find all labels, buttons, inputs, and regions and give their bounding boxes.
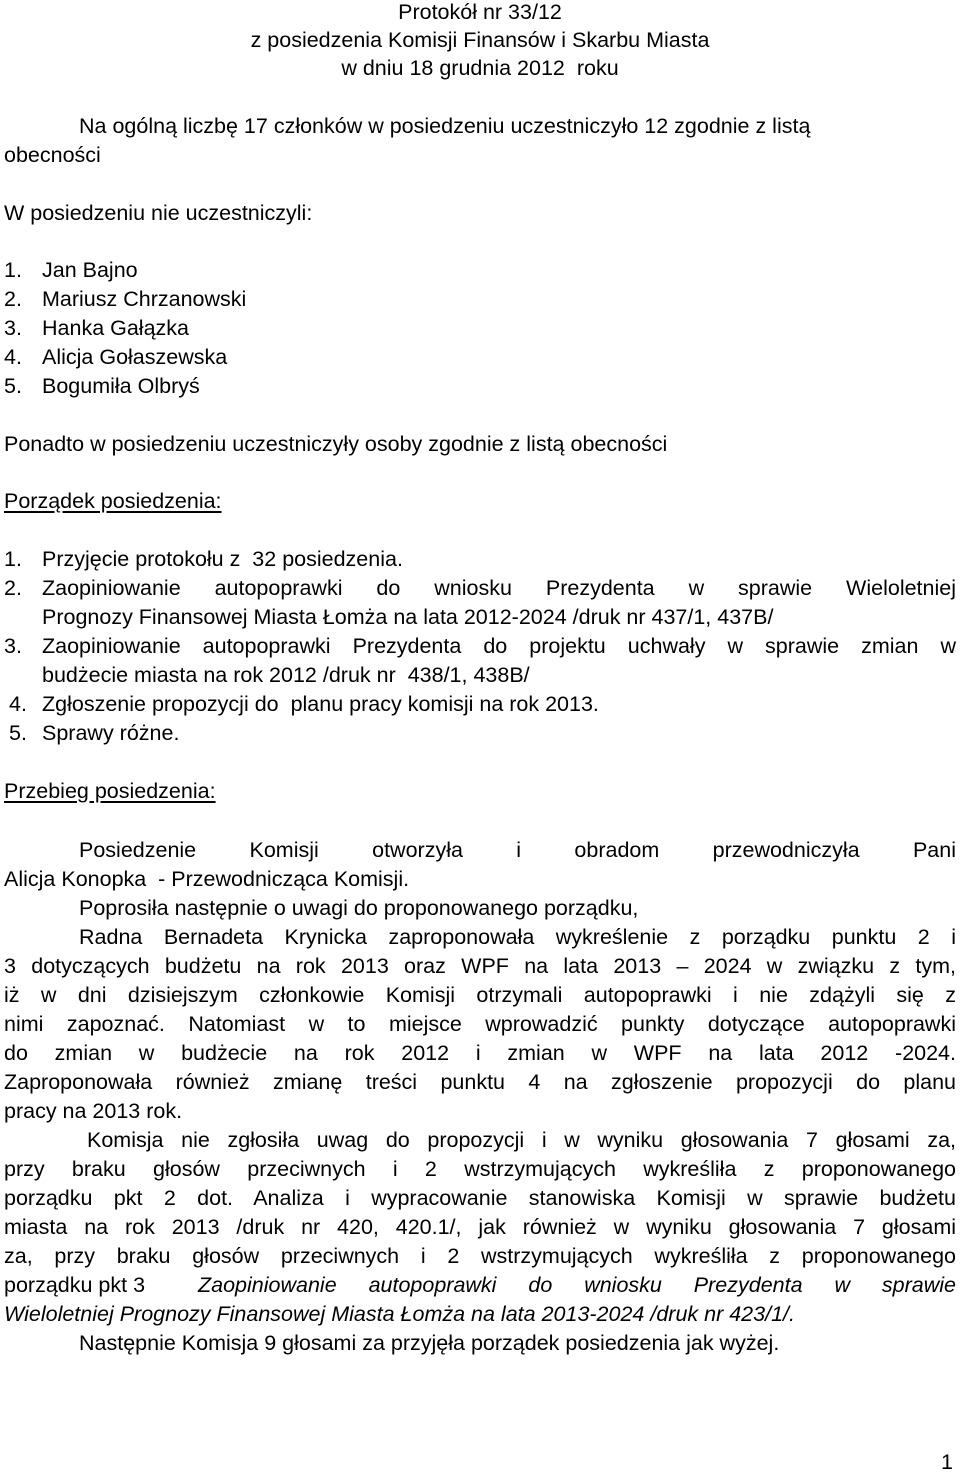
document-date: w dniu 18 grudnia 2012 roku: [341, 56, 619, 80]
list-item: Mariusz Chrzanowski: [42, 287, 247, 311]
document-title: Protokół nr 33/12: [398, 0, 562, 24]
attendance-line-1: Na ogólną liczbę 17 członków w posiedzeniu uczestniczyło 12 zgodnie z listą: [79, 114, 811, 138]
list-item-number: 1.: [4, 258, 22, 282]
list-item: Alicja Gołaszewska: [42, 345, 228, 369]
list-item: Zgłoszenie propozycji do planu pracy komisji na rok 2013.: [42, 692, 599, 716]
paragraph-line: pracy na 2013 rok.: [4, 1099, 183, 1123]
attendance-line-2: obecności: [4, 143, 101, 167]
list-item: Hanka Gałązka: [42, 316, 189, 340]
list-item-number: 3.: [4, 634, 22, 658]
list-item-number: 5.: [9, 721, 27, 745]
proceedings-heading: Przebieg posiedzenia:: [4, 779, 216, 803]
agenda-heading: Porządek posiedzenia:: [4, 489, 222, 513]
paragraph-line: Radna Bernadeta Krynicka zaproponowała wykreślenie z porządku punktu 2 i: [79, 925, 956, 949]
list-item: Zaopiniowanie autopoprawki do wniosku Prezydenta w sprawie Wieloletniej: [42, 576, 956, 600]
paragraph-line: Alicja Konopka - Przewodnicząca Komisji.: [4, 867, 410, 891]
italic-agenda-title-continuation: Wieloletniej Prognozy Finansowej Miasta Łomża na lata 2013-2024 /druk nr 423/1/.: [4, 1302, 795, 1326]
paragraph-line: do zmian w budżecie na rok 2012 i zmian w WPF na lata 2012 -2024.: [4, 1041, 956, 1065]
paragraph-line: Poprosiła następnie o uwagi do proponowanego porządku,: [79, 896, 639, 920]
list-item: Przyjęcie protokołu z 32 posiedzenia.: [42, 547, 403, 571]
list-item-number: 2.: [4, 287, 22, 311]
paragraph-line: Następnie Komisja 9 głosami za przyjęła porządek posiedzenia jak wyżej.: [79, 1331, 780, 1355]
others-line: Ponadto w posiedzeniu uczestniczyły osoby zgodnie z listą obecności: [4, 432, 668, 456]
paragraph-line: porządku pkt 2 dot. Analiza i wypracowanie stanowiska Komisji w sprawie budżetu: [4, 1186, 956, 1210]
list-item-number: 2.: [4, 576, 22, 600]
paragraph-line: przy braku głosów przeciwnych i 2 wstrzymujących wykreśliła z proponowanego: [4, 1157, 956, 1181]
list-item: Bogumiła Olbryś: [42, 374, 200, 398]
list-item: Sprawy różne.: [42, 721, 180, 745]
document-subtitle: z posiedzenia Komisji Finansów i Skarbu Miasta: [250, 28, 710, 52]
list-item-number: 3.: [4, 316, 22, 340]
paragraph-line: porządku pkt 3: [4, 1273, 152, 1297]
paragraph-line: miasta na rok 2013 /druk nr 420, 420.1/, jak również w wyniku głosowania 7 głosami: [4, 1215, 956, 1239]
paragraph-line: nimi zapoznać. Natomiast w to miejsce wprowadzić punkty dotyczące autopoprawki: [4, 1012, 956, 1036]
paragraph-line: za, przy braku głosów przeciwnych i 2 wstrzymujących wykreśliła z proponowanego: [4, 1244, 956, 1268]
paragraph-line: Posiedzenie Komisji otworzyła i obradom przewodniczyła Pani: [79, 838, 956, 862]
absent-heading: W posiedzeniu nie uczestniczyli:: [4, 201, 313, 225]
paragraph-line: Zaproponowała również zmianę treści punktu 4 na zgłoszenie propozycji do planu: [4, 1070, 956, 1094]
list-item: Jan Bajno: [42, 258, 138, 282]
paragraph-line: 3 dotyczących budżetu na rok 2013 oraz WPF na lata 2013 – 2024 w związku z tym,: [4, 954, 956, 978]
paragraph-line: Komisja nie zgłosiła uwag do propozycji i w wyniku głosowania 7 głosami za,: [87, 1128, 956, 1152]
list-item-number: 1.: [4, 547, 22, 571]
list-item-continuation: Prognozy Finansowej Miasta Łomża na lata 2012-2024 /druk nr 437/1, 437B/: [42, 605, 774, 629]
list-item-number: 5.: [4, 374, 22, 398]
page-number: 1: [941, 1450, 953, 1474]
list-item-number: 4.: [4, 345, 22, 369]
list-item: Zaopiniowanie autopoprawki Prezydenta do projektu uchwały w sprawie zmian w: [42, 634, 956, 658]
list-item-number: 4.: [9, 692, 27, 716]
list-item-continuation: budżecie miasta na rok 2012 /druk nr 438/1, 438B/: [42, 663, 530, 687]
italic-agenda-title: Zaopiniowanie autopoprawki do wniosku Prezydenta w sprawie: [198, 1273, 956, 1297]
paragraph-line: iż w dni dzisiejszym członkowie Komisji otrzymali autopoprawki i nie zdążyli się z: [4, 983, 956, 1007]
